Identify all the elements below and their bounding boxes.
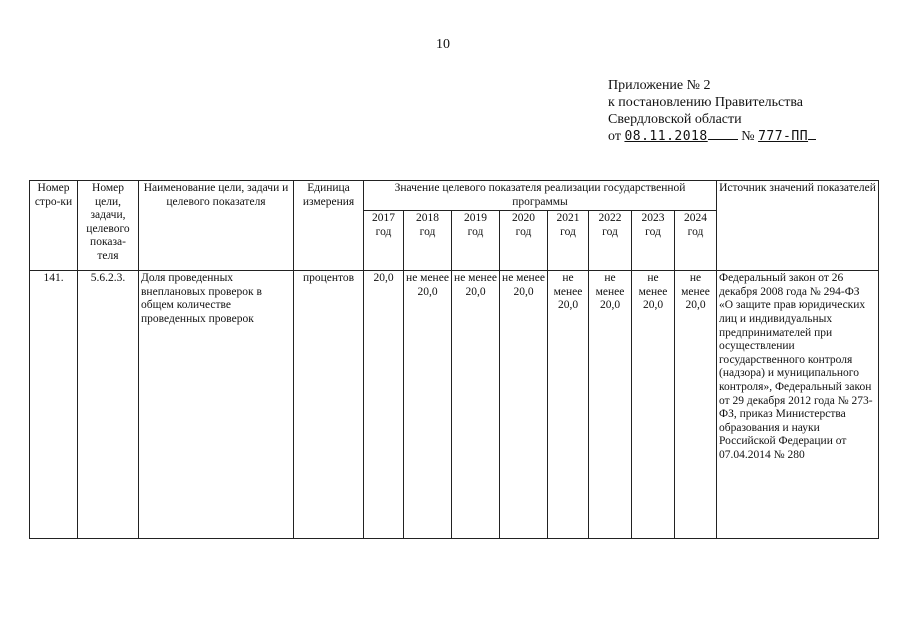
table-header-row — [30, 181, 879, 211]
header-year: 2022 год — [589, 211, 632, 271]
number-prefix: № — [741, 129, 755, 144]
header-source: Источник значений показателей — [717, 181, 879, 271]
cell-name: Доля проведенных внеплановых проверок в общем количестве проведенных проверок — [139, 271, 294, 539]
cell-goal-number: 5.6.2.3. — [78, 271, 139, 539]
resolution-date: 08.11.2018 — [624, 129, 708, 144]
header-year: 2021 год — [548, 211, 589, 271]
header-year: 2017 год — [364, 211, 404, 271]
header-year: 2023 год — [632, 211, 675, 271]
appendix-date-line — [608, 128, 816, 145]
appendix-region-line: Свердловской области — [608, 112, 742, 127]
header-row-number: Номер стро-ки — [30, 181, 78, 271]
indicator-table — [29, 180, 879, 539]
cell-source: Федеральный закон от 26 декабря 2008 года № 294-ФЗ «О защите прав юридических лиц и индивидуальных предпринимателей при осуществлении государственного контроля (надзора) и муниципального контроля», Федеральный закон от 29 декабря 2012 года № 273-ФЗ, приказ Министерства образования и науки Российской Федерации от 07.04.2014 № 280 — [717, 271, 879, 539]
cell-value-2023: не менее 20,0 — [632, 271, 675, 539]
cell-value-2022: не менее 20,0 — [589, 271, 632, 539]
cell-unit: процентов — [294, 271, 364, 539]
header-year: 2018 год — [404, 211, 452, 271]
appendix-resolution-line: к постановлению Правительства — [608, 95, 804, 110]
header-year: 2019 год — [452, 211, 500, 271]
header-year: 2020 год — [500, 211, 548, 271]
header-goal-number: Номер цели, задачи, целевого показа-теля — [78, 181, 139, 271]
cell-value-2019: не менее 20,0 — [452, 271, 500, 539]
appendix-header — [608, 77, 816, 145]
page-number: 10 — [436, 37, 450, 52]
header-year: 2024 год — [675, 211, 717, 271]
cell-value-2017: 20,0 — [364, 271, 404, 539]
cell-value-2021: не менее 20,0 — [548, 271, 589, 539]
header-unit: Единица измерения — [294, 181, 364, 271]
cell-value-2020: не менее 20,0 — [500, 271, 548, 539]
resolution-number: 777-ПП — [758, 129, 809, 144]
cell-value-2024: не менее 20,0 — [675, 271, 717, 539]
header-values-group: Значение целевого показателя реализации государственной программы — [364, 181, 717, 211]
table-row — [30, 271, 879, 539]
appendix-title: Приложение № 2 — [608, 78, 711, 93]
cell-value-2018: не менее 20,0 — [404, 271, 452, 539]
date-prefix: от — [608, 129, 621, 144]
header-name: Наименование цели, задачи и целевого показателя — [139, 181, 294, 271]
cell-row-number: 141. — [30, 271, 78, 539]
